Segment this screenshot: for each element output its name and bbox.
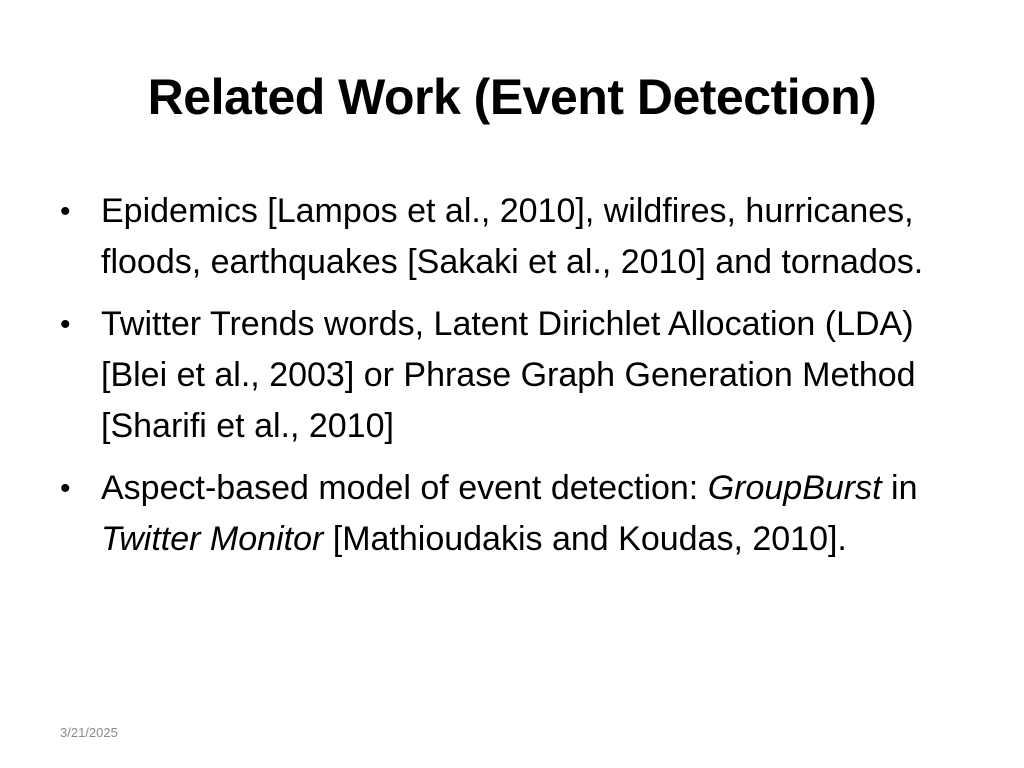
groupburst-term: GroupBurst [707,469,882,507]
bullet-text [101,469,918,558]
bullet-item [60,299,970,452]
bullet-list [60,186,970,576]
bullet-icon: • [60,308,71,341]
twitter-monitor-term: Twitter Monitor [101,520,324,558]
slide-title: Related Work (Event Detection) [147,69,877,125]
bullet-text-segment: [Mathioudakis and Koudas, 2010]. [323,520,847,558]
bullet-text-segment: in [881,469,918,507]
bullet-item [60,186,970,288]
bullet-icon: • [60,195,71,228]
bullet-item [60,463,970,565]
bullet-text-segment: Aspect-based model of event detection: [101,469,708,507]
bullet-text: Epidemics [Lampos et al., 2010], wildfires, hurricanes, floods, earthquakes [Sakaki et al., 2010] and tornados. [101,192,924,281]
bullet-icon: • [60,472,71,505]
footer-date: 3/21/2025 [60,725,118,740]
bullet-text: Twitter Trends words, Latent Dirichlet Allocation (LDA) [Blei et al., 2003] or Phrase Graph Generation Method [Sharifi et al., 2010] [101,305,916,445]
